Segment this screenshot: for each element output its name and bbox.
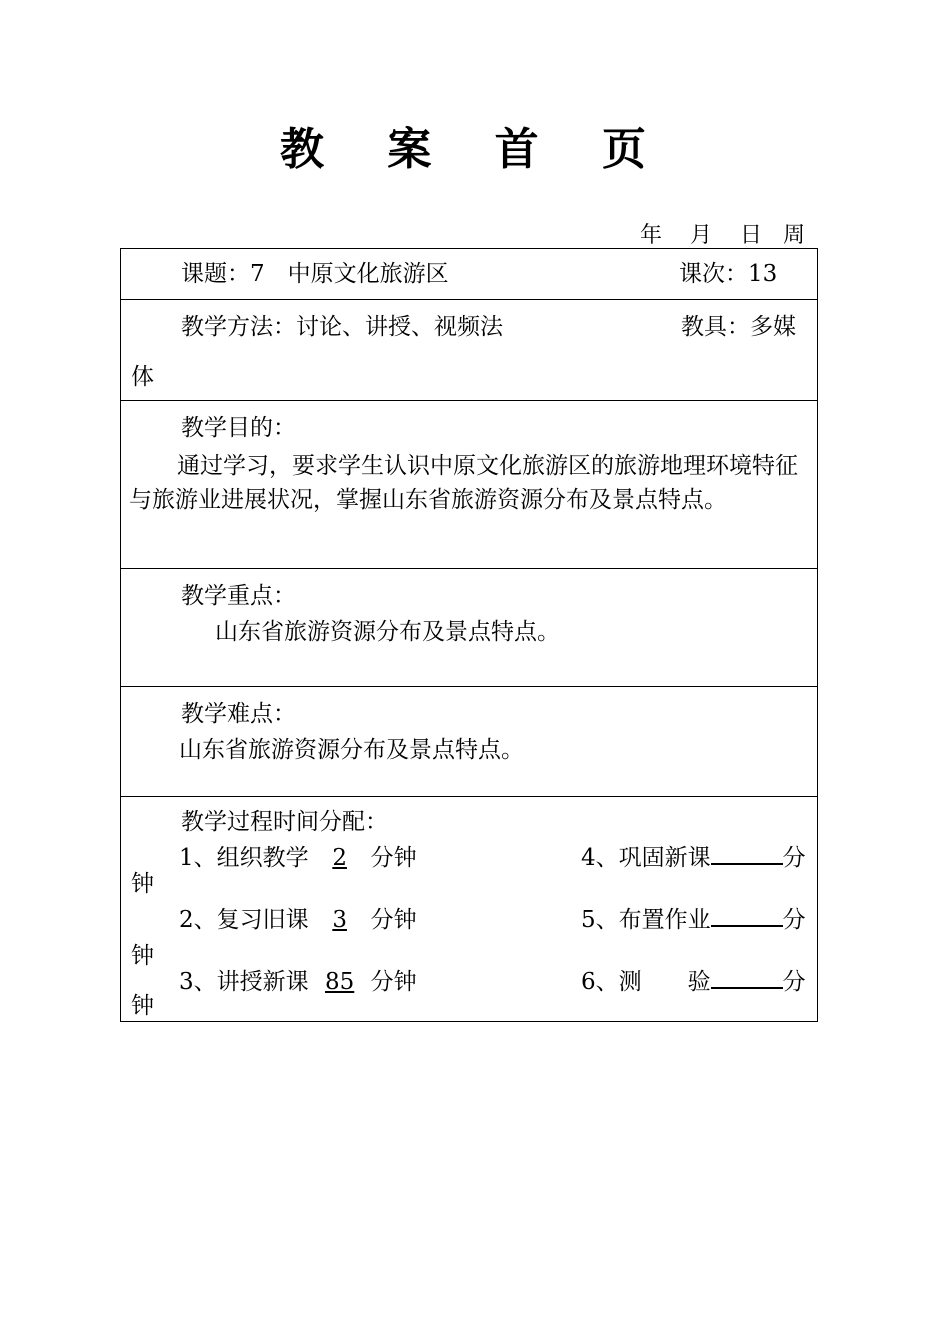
time-item-homework	[581, 905, 806, 935]
method-row	[121, 300, 817, 401]
time-unit-wrap: 钟	[131, 871, 154, 897]
session-number: 课次：13	[679, 261, 778, 287]
time-unit-wrap: 钟	[131, 993, 154, 1019]
key-point-heading: 教学重点：	[181, 583, 296, 609]
teaching-tools: 教具：多媒	[681, 314, 796, 340]
time-item-label: 5、布置作业	[581, 907, 711, 933]
time-allocation-section	[121, 797, 817, 1021]
time-item-organize	[179, 843, 417, 873]
time-item-value: 85	[325, 969, 355, 995]
time-item-unit: 分钟	[370, 969, 417, 995]
time-item-unit: 分钟	[370, 907, 417, 933]
page-title: 教 案 首 页	[280, 124, 670, 175]
date-day: 日	[740, 223, 763, 248]
time-heading: 教学过程时间分配：	[181, 809, 388, 835]
time-item-unit: 分	[782, 969, 806, 995]
time-item-value: 2	[332, 845, 347, 871]
teaching-method: 教学方法：讨论、讲授、视频法	[181, 314, 503, 340]
key-point-section	[121, 569, 817, 687]
date-week: 周	[783, 223, 806, 248]
time-item-review	[179, 905, 417, 935]
time-item-label: 6、测 验	[581, 969, 711, 995]
time-item-unit: 分	[782, 907, 806, 933]
teaching-tools-wrap: 体	[131, 364, 154, 390]
topic-label: 课题：7 中原文化旅游区	[181, 261, 449, 287]
difficulty-heading: 教学难点：	[181, 701, 296, 727]
time-item-blank	[711, 905, 783, 927]
time-item-unit: 分	[782, 845, 806, 871]
time-item-label: 3、讲授新课	[179, 969, 309, 995]
time-item-lecture	[179, 967, 417, 997]
date-line	[640, 222, 805, 250]
time-item-label: 1、组织教学	[179, 845, 309, 871]
objective-heading: 教学目的：	[181, 415, 296, 441]
objective-body: 通过学习，要求学生认识中原文化旅游区的旅游地理环境特征与旅游业进展状况，掌握山东省旅游资源分布及景点特点。	[129, 453, 798, 513]
difficulty-section	[121, 687, 817, 797]
time-item-unit: 分钟	[370, 845, 417, 871]
objective-section	[121, 401, 817, 569]
time-unit-wrap: 钟	[131, 943, 154, 969]
topic-row	[121, 249, 817, 300]
date-year: 年	[640, 223, 663, 248]
time-item-value: 3	[332, 907, 347, 933]
time-item-label: 2、复习旧课	[179, 907, 309, 933]
difficulty-body: 山东省旅游资源分布及景点特点。	[179, 737, 524, 763]
key-point-body: 山东省旅游资源分布及景点特点。	[215, 619, 560, 645]
time-item-test	[581, 967, 806, 997]
time-item-blank	[711, 967, 783, 989]
time-item-label: 4、巩固新课	[581, 845, 711, 871]
time-item-consolidate	[581, 843, 806, 873]
lesson-plan-table	[120, 248, 818, 1022]
date-month: 月	[690, 223, 713, 248]
time-item-blank	[711, 843, 783, 865]
